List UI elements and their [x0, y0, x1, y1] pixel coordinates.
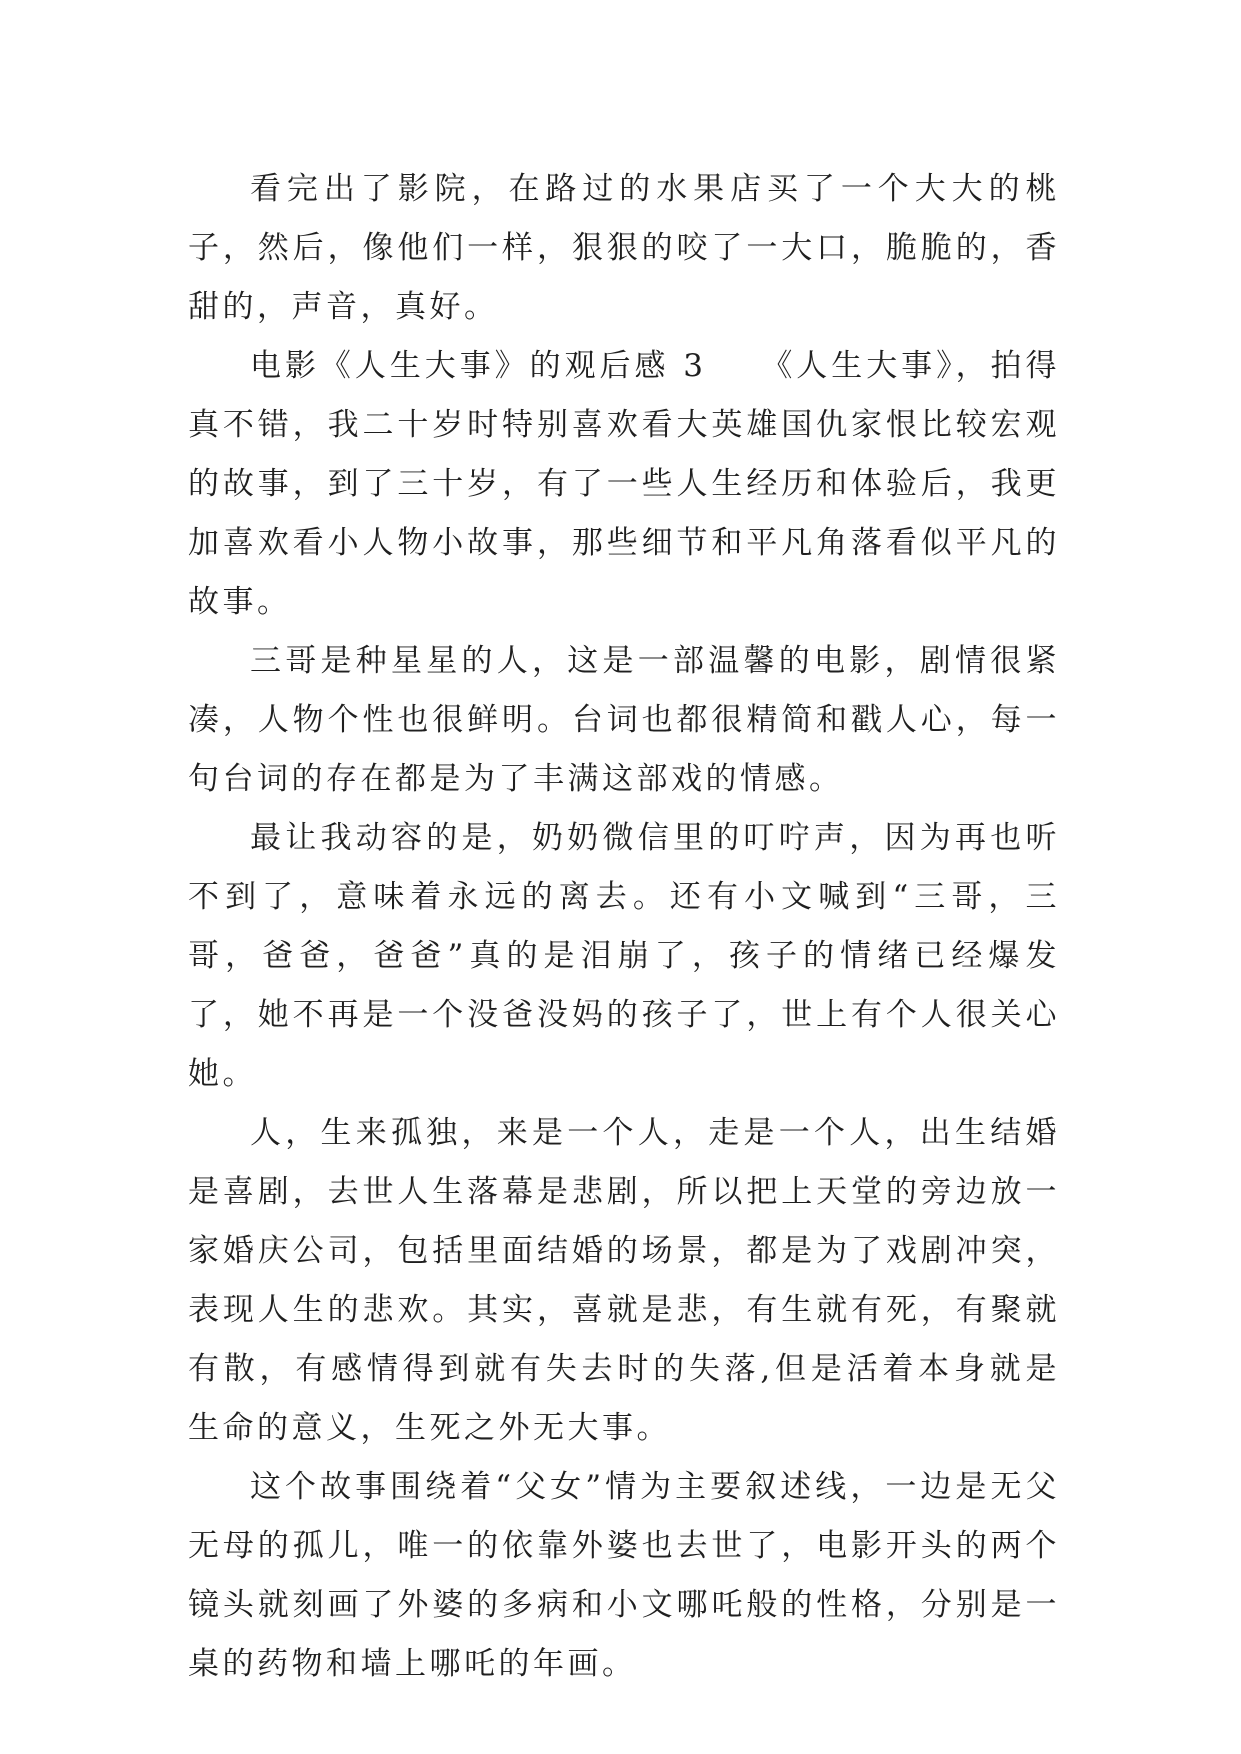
document-body	[188, 160, 1060, 1694]
paragraph-4: 最让我动容的是，奶奶微信里的叮咛声，因为再也听不到了，意味着永远的离去。还有小文喊到“三哥，三哥，爸爸，爸爸”真的是泪崩了，孩子的情绪已经爆发了，她不再是一个没爸没妈的孩子了，世上有个人很关心她。	[188, 820, 1060, 1092]
paragraph-1: 看完出了影院，在路过的水果店买了一个大大的桃子，然后，像他们一样，狠狠的咬了一大口，脆脆的，香甜的，声音，真好。	[188, 171, 1060, 325]
paragraph-3: 三哥是种星星的人，这是一部温馨的电影，剧情很紧凑，人物个性也很鲜明。台词也都很精简和戳人心，每一句台词的存在都是为了丰满这部戏的情感。	[188, 643, 1060, 797]
paragraph-2: 电影《人生大事》的观后感 3 《人生大事》，拍得真不错，我二十岁时特别喜欢看大英雄国仇家恨比较宏观的故事，到了三十岁，有了一些人生经历和体验后，我更加喜欢看小人物小故事，那些细节和平凡角落看似平凡的故事。	[188, 348, 1060, 620]
paragraph-6: 这个故事围绕着“父女”情为主要叙述线，一边是无父无母的孤儿，唯一的依靠外婆也去世了，电影开头的两个镜头就刻画了外婆的多病和小文哪吒般的性格，分别是一桌的药物和墙上哪吒的年画。	[188, 1469, 1060, 1682]
paragraph-5: 人，生来孤独，来是一个人，走是一个人，出生结婚是喜剧，去世人生落幕是悲剧，所以把上天堂的旁边放一家婚庆公司，包括里面结婚的场景，都是为了戏剧冲突，表现人生的悲欢。其实，喜就是悲，有生就有死，有聚就有散，有感情得到就有失去时的失落,但是活着本身就是生命的意义，生死之外无大事。	[188, 1115, 1060, 1446]
